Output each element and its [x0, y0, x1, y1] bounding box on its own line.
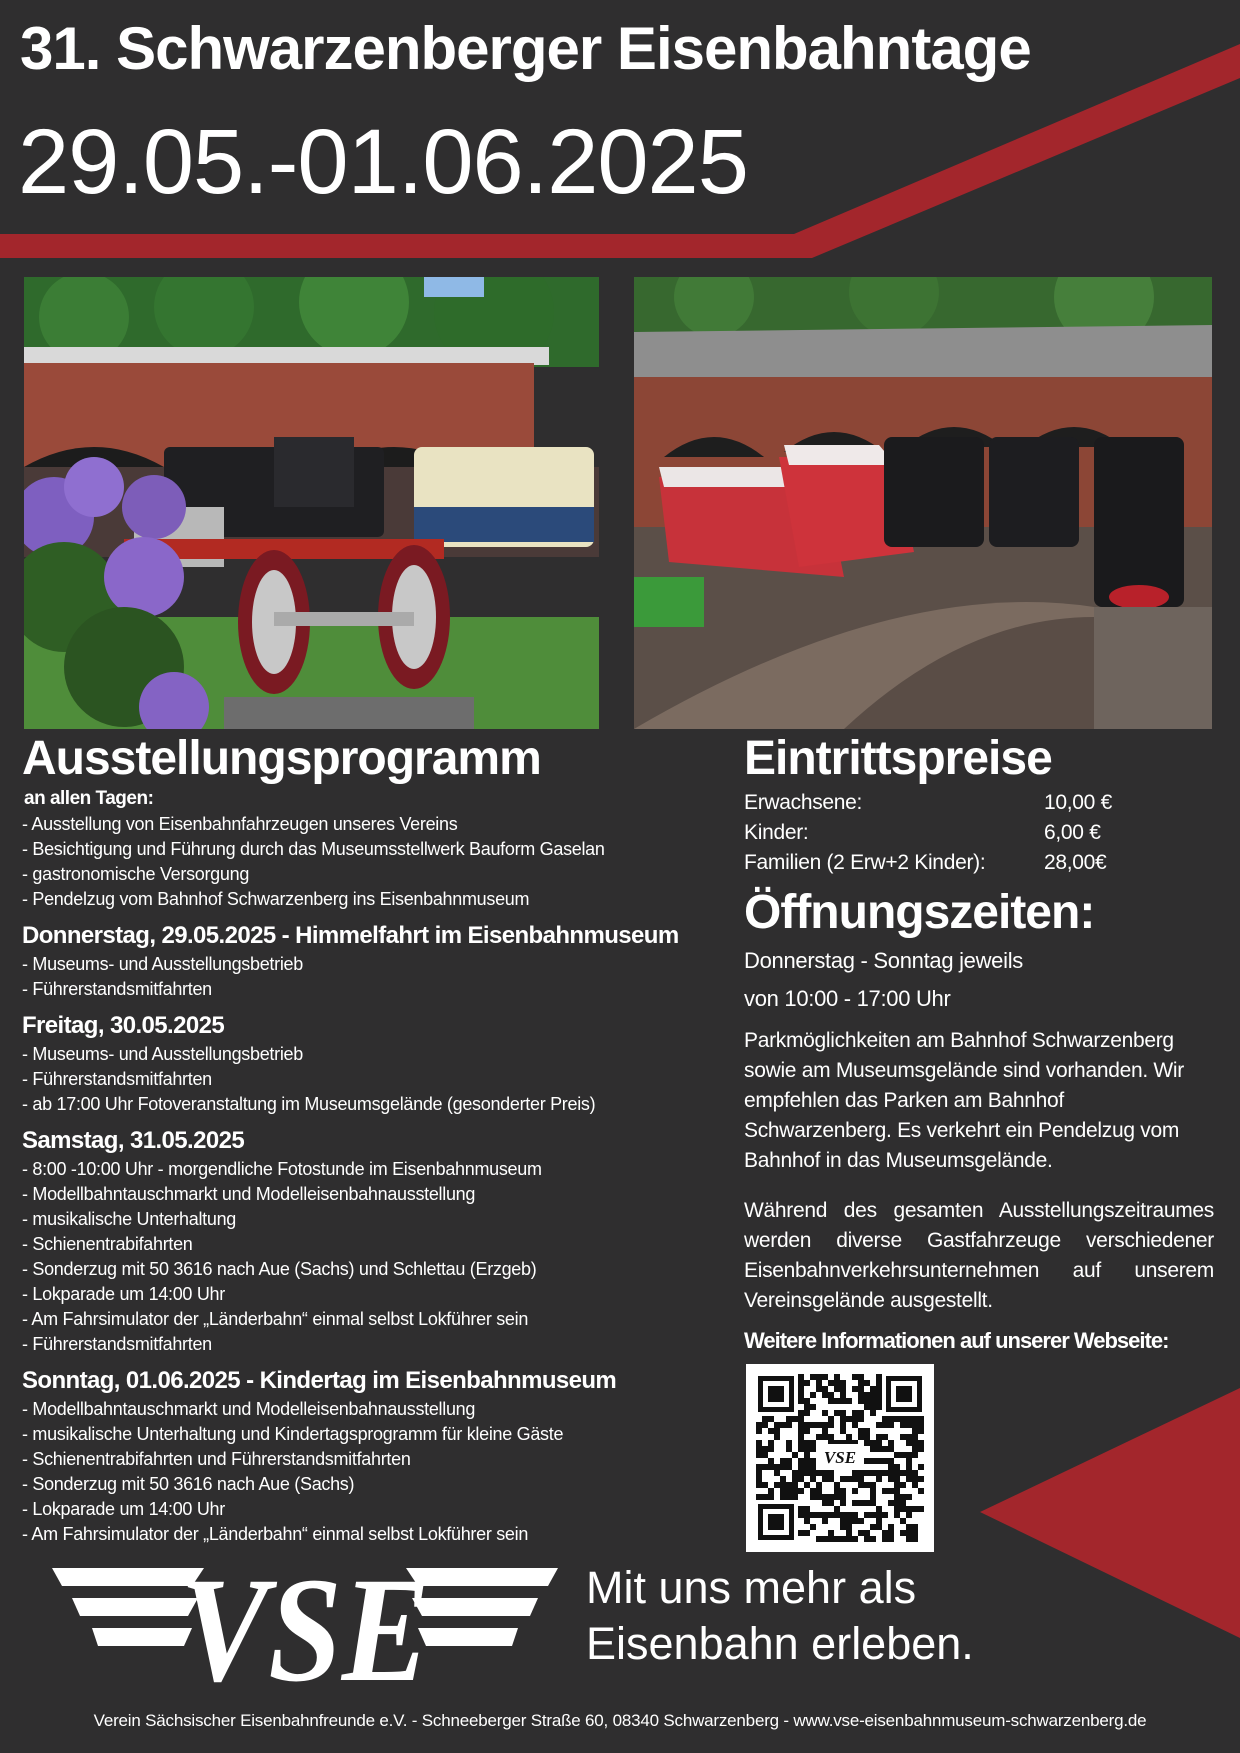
list-item: - Museums- und Ausstellungsbetrieb	[22, 1044, 303, 1064]
list-item: - Lokparade um 14:00 Uhr	[22, 1284, 225, 1304]
list-item: - Führerstandsmitfahrten	[22, 979, 212, 999]
museum-roundhouse-wheelset-photo	[24, 277, 599, 729]
day-list-saturday	[22, 1157, 722, 1357]
list-item: - Modellbahntauschmarkt und Modelleisenbahnausstellung	[22, 1184, 476, 1204]
guest-vehicles-info: Während des gesamten Ausstellungszeitraumes werden diverse Gastfahrzeuge verschiedener Eisenbahnverkehrsunternehmen auf unserem Vereinsgelände ausgestellt.	[744, 1199, 1214, 1312]
list-item: - Pendelzug vom Bahnhof Schwarzenberg ins Eisenbahnmuseum	[22, 889, 530, 909]
list-item: - Am Fahrsimulator der „Länderbahn“ einmal selbst Lokführer sein	[22, 1309, 529, 1329]
hours-heading: Öffnungszeiten:	[744, 886, 1095, 939]
list-item: - Am Fahrsimulator der „Länderbahn“ einmal selbst Lokführer sein	[22, 1524, 529, 1544]
slogan	[586, 1560, 974, 1672]
day-heading-sunday: Sonntag, 01.06.2025 - Kindertag im Eisenbahnmuseum	[22, 1367, 617, 1394]
price-label: Familien (2 Erw+2 Kinder):	[744, 851, 986, 874]
prices-heading: Eintrittspreise	[744, 732, 1052, 785]
website-label: Weitere Informationen auf unserer Webseite:	[744, 1328, 1169, 1353]
list-item: - ab 17:00 Uhr Fotoveranstaltung im Museumsgelände (gesonderter Preis)	[22, 1094, 596, 1114]
hours-days: Donnerstag - Sonntag jeweils	[744, 948, 1023, 973]
footer-address: Verein Sächsischer Eisenbahnfreunde e.V. - Schneeberger Straße 60, 08340 Schwarzenberg - www.vse-eisenbahnmuseum-schwarzenberg.de	[93, 1711, 1147, 1730]
price-label: Erwachsene:	[744, 791, 863, 814]
list-item: - Führerstandsmitfahrten	[22, 1334, 212, 1354]
program-heading: Ausstellungsprogramm	[22, 732, 541, 785]
day-list-friday	[22, 1042, 722, 1117]
list-item: - 8:00 -10:00 Uhr - morgendliche Fotostunde im Eisenbahnmuseum	[22, 1159, 542, 1179]
list-item: - Besichtigung und Führung durch das Museumsstellwerk Bauform Gaselan	[22, 839, 605, 859]
list-item: - Führerstandsmitfahrten	[22, 1069, 212, 1089]
day-list-sunday	[22, 1397, 722, 1547]
program-section	[22, 730, 722, 1547]
slogan-line-2: Eisenbahn erleben.	[586, 1618, 974, 1669]
qr-code[interactable]	[746, 1364, 934, 1552]
list-item: - Sonderzug mit 50 3616 nach Aue (Sachs) und Schlettau (Erzgeb)	[22, 1259, 537, 1279]
info-section	[744, 730, 1214, 1354]
price-row-adults	[744, 788, 1214, 818]
price-value: 10,00 €	[1044, 791, 1112, 814]
parking-info: Parkmöglichkeiten am Bahnhof Schwarzenberg sowie am Museumsgelände sind vorhanden. Wir empfehlen das Parken am Bahnhof Schwarzenberg. Es verkehrt ein Pendelzug vom Bahnhof in das Museumsgelände.	[744, 1029, 1184, 1172]
list-item: - musikalische Unterhaltung	[22, 1209, 236, 1229]
list-item: - gastronomische Versorgung	[22, 864, 250, 884]
logo-text: VSE	[180, 1556, 430, 1690]
all-days-label: an allen Tagen:	[24, 788, 154, 809]
list-item: - Lokparade um 14:00 Uhr	[22, 1499, 225, 1519]
list-item: - Sonderzug mit 50 3616 nach Aue (Sachs)	[22, 1474, 355, 1494]
roundhouse-locomotives-photo	[634, 277, 1212, 729]
day-heading-saturday: Samstag, 31.05.2025	[22, 1127, 245, 1154]
price-row-children	[744, 818, 1214, 848]
price-value: 6,00 €	[1044, 821, 1101, 844]
list-item: - Schienentrabifahrten	[22, 1234, 193, 1254]
list-item: - Modellbahntauschmarkt und Modelleisenbahnausstellung	[22, 1399, 476, 1419]
price-label: Kinder:	[744, 821, 809, 844]
price-value: 28,00€	[1044, 851, 1107, 874]
list-item: - Ausstellung von Eisenbahnfahrzeugen unseres Vereins	[22, 814, 458, 834]
list-item: - Schienentrabifahrten und Führerstandsmitfahrten	[22, 1449, 411, 1469]
day-list-thursday	[22, 952, 722, 1002]
qr-logo-text: VSE	[823, 1448, 857, 1467]
event-title: 31. Schwarzenberger Eisenbahntage	[20, 15, 1031, 82]
price-row-families	[744, 848, 1214, 878]
hours-times: von 10:00 - 17:00 Uhr	[744, 986, 951, 1011]
slogan-line-1: Mit uns mehr als	[586, 1562, 917, 1613]
vse-logo	[52, 1556, 558, 1690]
day-heading-thursday: Donnerstag, 29.05.2025 - Himmelfahrt im Eisenbahnmuseum	[22, 922, 679, 949]
qr-code-pattern	[746, 1364, 934, 1552]
list-item: - musikalische Unterhaltung und Kindertagsprogramm für kleine Gäste	[22, 1424, 564, 1444]
list-item: - Museums- und Ausstellungsbetrieb	[22, 954, 303, 974]
price-table	[744, 788, 1214, 878]
event-dates: 29.05.-01.06.2025	[18, 111, 748, 213]
day-heading-friday: Freitag, 30.05.2025	[22, 1012, 225, 1039]
all-days-list	[22, 812, 722, 912]
red-triangle	[980, 1388, 1240, 1638]
